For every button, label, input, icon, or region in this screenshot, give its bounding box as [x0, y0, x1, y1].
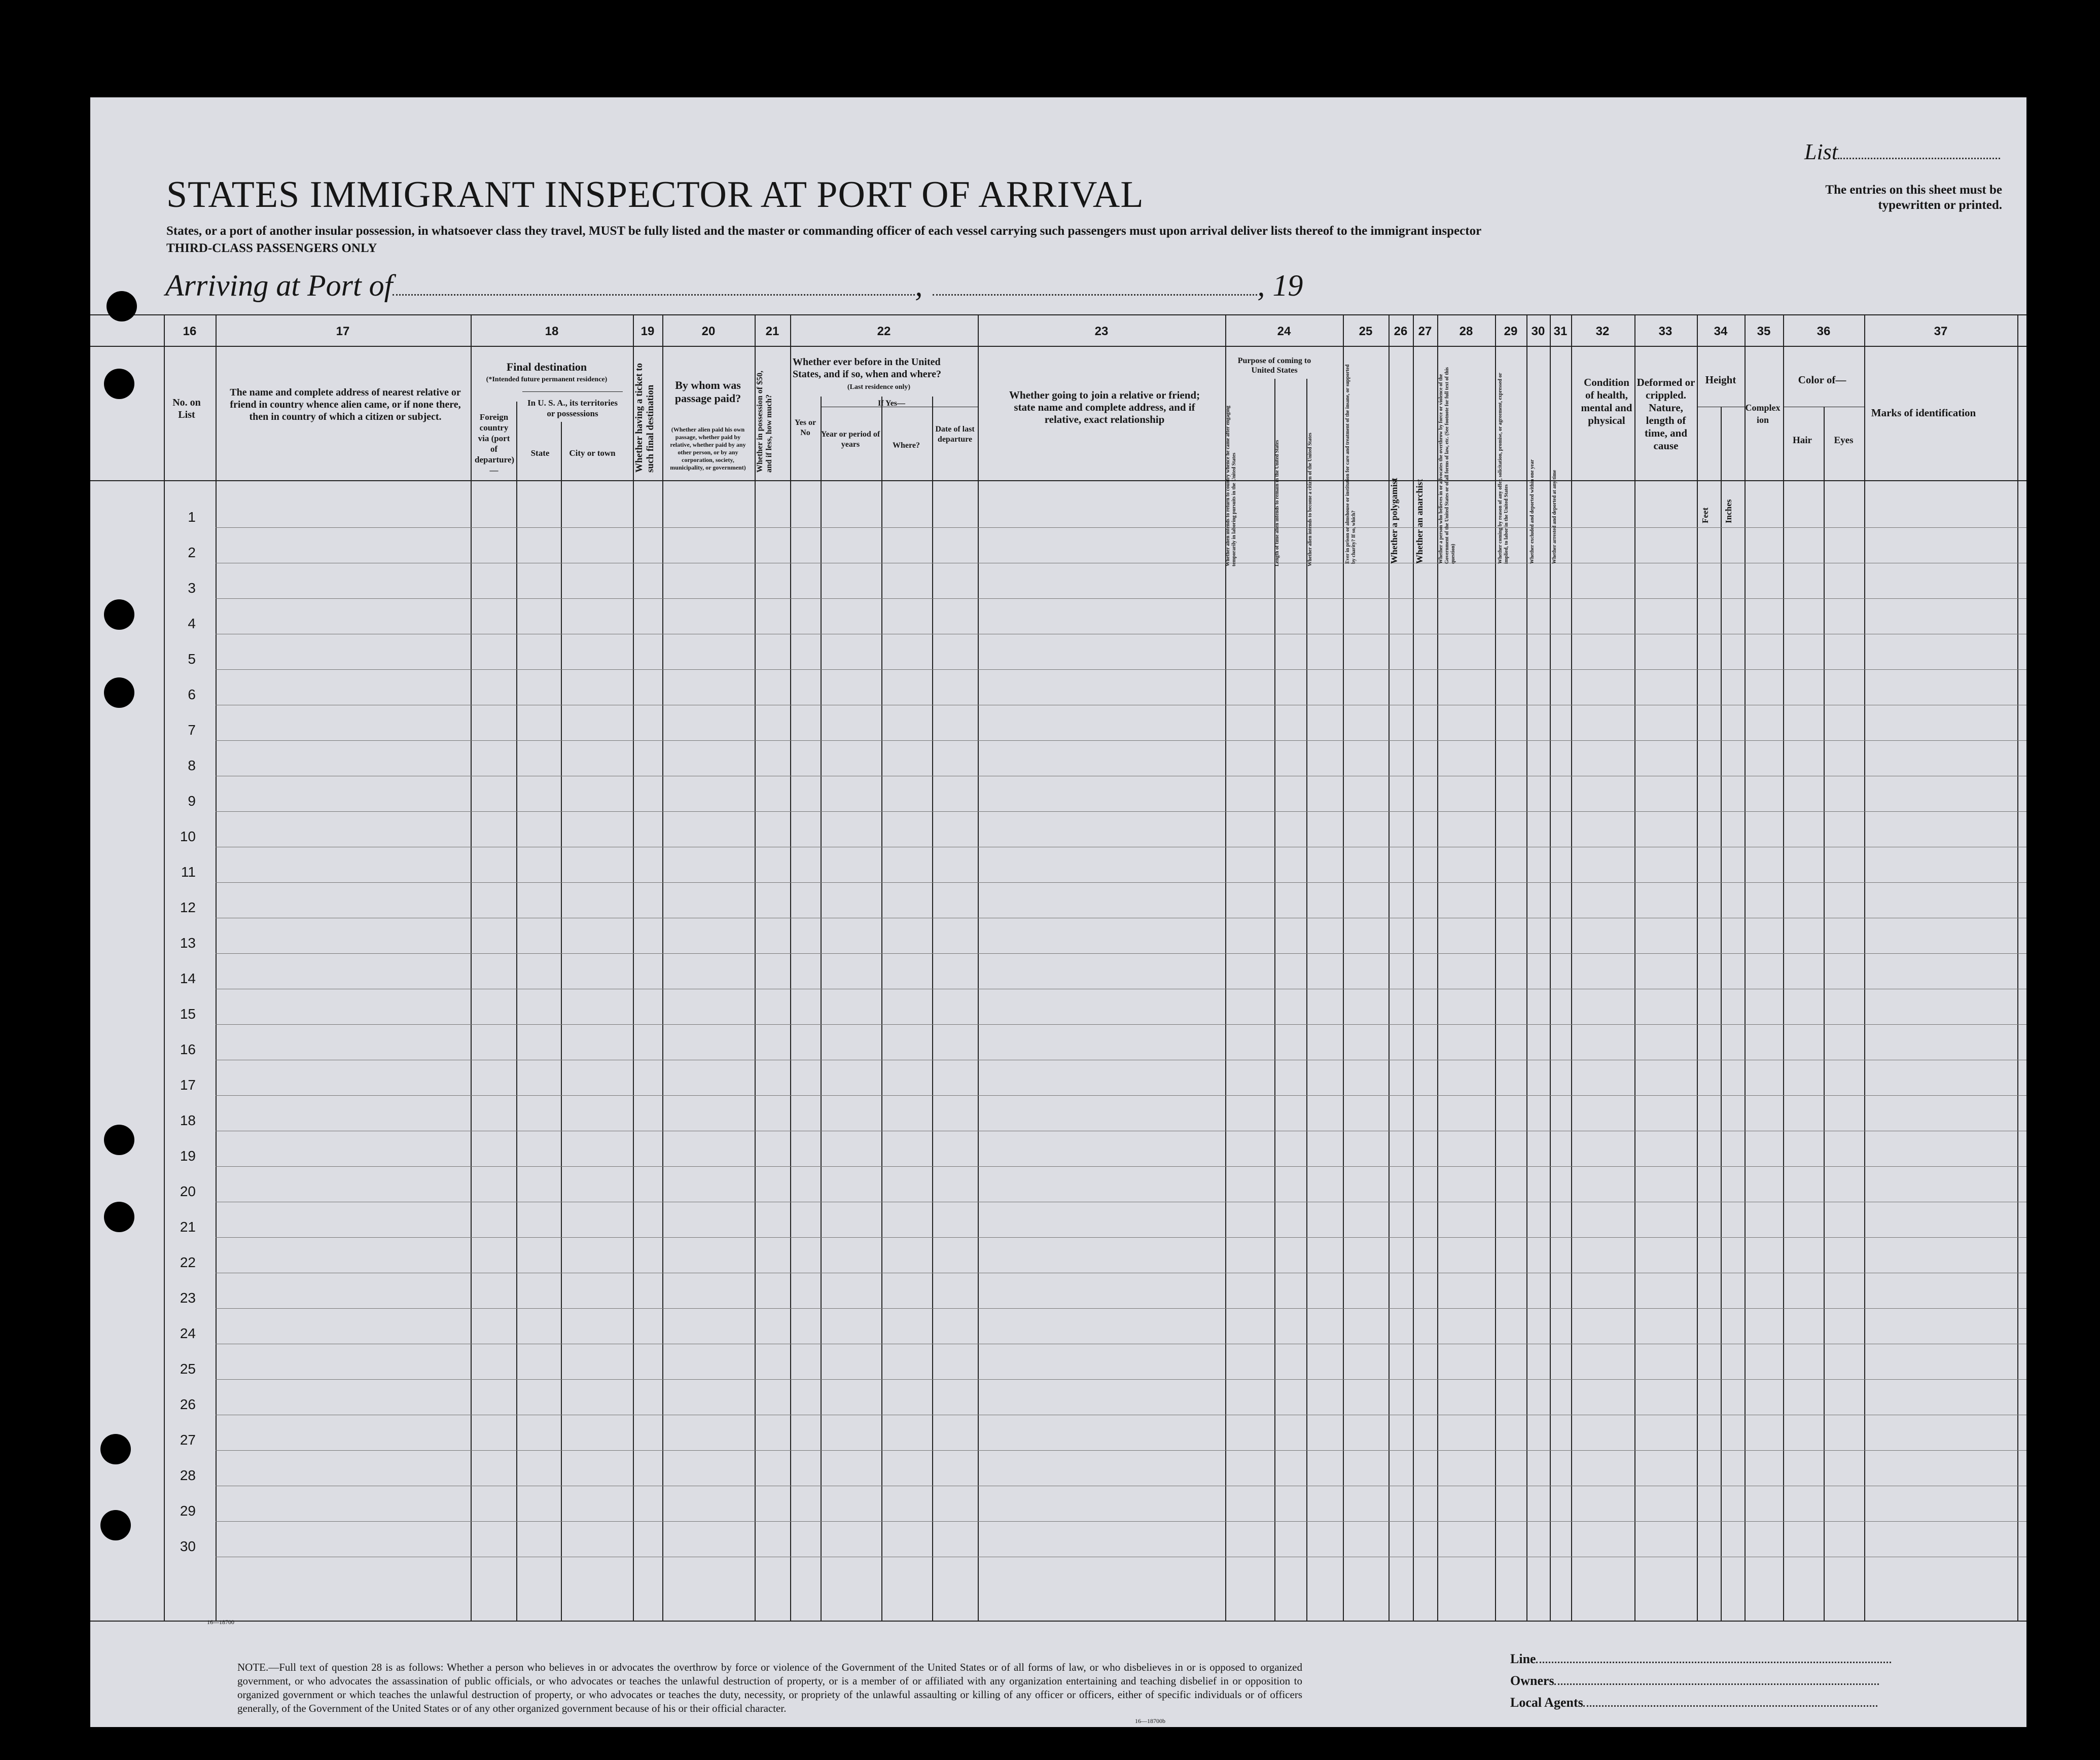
column-rule: [1745, 314, 1746, 1621]
subcolumn-rule: [821, 397, 822, 1621]
subcolumn-rule: [1721, 407, 1722, 1621]
col23-header: Whether going to join a relative or friend; state name and complete address, and if relative, exact relationship: [1009, 389, 1200, 425]
col18-note: (*Intended future permanent residence): [486, 376, 608, 383]
column-number-25: 25: [1359, 325, 1373, 338]
binder-hole: [104, 677, 134, 708]
column-number-24: 24: [1277, 325, 1291, 338]
binder-hole: [106, 291, 137, 321]
column-rule: [1343, 314, 1344, 1621]
col18-state: State: [530, 448, 550, 458]
col18-foreign: Foreign country via (port of departure)—: [475, 412, 515, 475]
column-number-31: 31: [1553, 325, 1568, 338]
column-rule: [1413, 314, 1414, 1621]
row-number: 30: [180, 1538, 196, 1554]
column-number-28: 28: [1459, 325, 1473, 338]
col21-header: Whether in possession of $50, and if less, how much?: [756, 370, 773, 473]
subheader-rule: [522, 391, 623, 392]
column-rule: [1697, 314, 1698, 1621]
col36-header: Color of—: [1798, 374, 1846, 386]
row-rule: [216, 1024, 2026, 1025]
column-number-36: 36: [1817, 325, 1831, 338]
column-number-18: 18: [545, 325, 559, 338]
page-title: STATES IMMIGRANT INSPECTOR AT PORT OF ARRIVAL: [166, 174, 1144, 215]
col18-city: City or town: [569, 448, 616, 458]
row-number: 7: [188, 722, 196, 738]
col25-header: Ever in prison or almshouse or institution for care and treatment of the insane, or supported by charity? If so, which?: [1345, 364, 1357, 564]
column-number-26: 26: [1394, 325, 1408, 338]
col31-header: Whether arrested and deported at any time: [1552, 470, 1557, 564]
column-rule: [2017, 314, 2018, 1621]
col35-header: Complexion: [1745, 403, 1781, 425]
row-number: 1: [188, 509, 196, 525]
binder-hole: [104, 599, 134, 630]
column-rule: [1571, 314, 1572, 1621]
binder-hole: [104, 1125, 134, 1155]
row-number: 27: [180, 1432, 196, 1448]
row-rule: [216, 882, 2026, 883]
row-rule: [216, 1095, 2026, 1096]
column-rule: [1550, 314, 1551, 1621]
column-number-20: 20: [701, 325, 716, 338]
table-bottom-rule: [90, 1621, 2026, 1622]
column-number-34: 34: [1714, 325, 1728, 338]
row-rule: [216, 1237, 2026, 1238]
table-top-rule: [90, 314, 2026, 315]
column-rule: [164, 314, 165, 1621]
row-number: 12: [180, 900, 196, 915]
footnote: NOTE.—Full text of question 28 is as follows: Whether a person who believes in or advocates the overthrow by force or violence of the Government of the United States or of all forms of law, or who disbelieves in or is opposed to organized government, or who advocates the assassination of public officials, or who advocates or teaches the unlawful destruction of property, or is a member of or affiliated with any organization entertaining and teaching disbelief in or opposition to organized government or which teaches the unlawful destruction of property, or who advocates or teaches the duty, necessity, or propriety of the unlawful assaulting or killing of any officer or officers, either of specific individuals or of officers generally, of the Government of the United States or of any other organized government because of his or their official character.: [237, 1661, 1302, 1714]
row-rule: [216, 1308, 2026, 1309]
col18-header: Final destination: [506, 361, 587, 373]
column-number-22: 22: [877, 325, 891, 338]
row-rule: [216, 1521, 2026, 1522]
column-number-16: 16: [183, 325, 197, 338]
row-number: 3: [188, 580, 196, 596]
column-number-27: 27: [1418, 325, 1432, 338]
row-number: 18: [180, 1112, 196, 1128]
col36-hair: Hair: [1793, 435, 1812, 446]
row-number: 4: [188, 616, 196, 631]
col33-header: Deformed or crippled. Nature, length of time, and cause: [1636, 376, 1695, 452]
arriving-line: Arriving at Port of , , 19: [165, 269, 1303, 302]
list-label: List: [1804, 139, 2000, 165]
entries-note: The entries on this sheet must be typewritten or printed.: [1825, 183, 2002, 212]
col30-header: Whether excluded and deported within one year: [1529, 459, 1535, 564]
col34-feet: Feet: [1700, 507, 1710, 523]
row-number: 23: [180, 1290, 196, 1306]
col28-header: Whether a person who believes in or advocates the overthrow by force or violence of the Government of the United States or of all forms of law, etc. (See footnote for full text of this question): [1438, 367, 1456, 564]
row-rule: [216, 527, 2026, 528]
col17-header: The name and complete address of nearest relative or friend in country whence alien came, or if none there, then in country of which a citizen or subject.: [230, 387, 461, 422]
column-number-19: 19: [640, 325, 655, 338]
col24-a: Whether alien intends to return to country whence he came after engaging temporarily in laboring pursuits in the United States: [1225, 406, 1237, 566]
col18-usa: In U. S. A., its territories or possessions: [527, 398, 618, 418]
binder-hole: [104, 369, 134, 399]
col37-header: Marks of identification: [1871, 407, 1976, 419]
row-rule: [216, 598, 2026, 599]
col22-header: Whether ever before in the United States, and if so, when and where?: [793, 356, 941, 380]
column-number-32: 32: [1595, 325, 1610, 338]
column-rule: [755, 314, 756, 1621]
column-number-21: 21: [765, 325, 779, 338]
row-number: 9: [188, 793, 196, 809]
row-rule: [216, 811, 2026, 812]
column-number-23: 23: [1094, 325, 1109, 338]
row-rule: [216, 740, 2026, 741]
row-number: 16: [180, 1041, 196, 1057]
subcolumn-rule: [561, 422, 562, 1621]
col29-header: Whether coming by reason of any offer, solicitation, promise, or agreement, expressed or implied, to labor in the United States: [1498, 373, 1509, 564]
row-number: 5: [188, 651, 196, 667]
row-rule: [216, 1379, 2026, 1380]
row-number: 13: [180, 935, 196, 951]
row-number: 2: [188, 545, 196, 560]
owners-label: Owners: [1510, 1673, 1879, 1689]
column-rule: [1495, 314, 1496, 1621]
column-rule: [216, 314, 217, 1621]
column-number-30: 30: [1531, 325, 1545, 338]
footnote-code: 16—18700b: [1135, 1717, 1165, 1725]
number-row-rule: [90, 346, 2026, 347]
column-rule: [662, 314, 663, 1621]
column-rule: [471, 314, 472, 1621]
row-number: 14: [180, 971, 196, 986]
row-number: 6: [188, 687, 196, 702]
col34-header: Height: [1705, 374, 1736, 386]
row-rule: [216, 669, 2026, 670]
col32-header: Condition of health, mental and physical: [1581, 376, 1632, 426]
col22-yesno: Yes or No: [794, 418, 816, 437]
row-number: 8: [188, 758, 196, 773]
row-number: 22: [180, 1254, 196, 1270]
subtitle: States, or a port of another insular possession, in whatsoever class they travel, MUST be fully listed and the master or commanding officer of each vessel carrying such passengers must upon arrival deliver lists thereof to the immigrant inspector: [166, 224, 1482, 238]
row-number: 20: [180, 1183, 196, 1199]
row-number: 19: [180, 1148, 196, 1164]
subcolumn-rule: [516, 402, 517, 1621]
column-number-17: 17: [336, 325, 350, 338]
column-rule: [633, 314, 634, 1621]
col27-header: Whether an anarchist: [1414, 479, 1425, 564]
form-code: 16—18700: [207, 1619, 234, 1626]
row-number: 29: [180, 1503, 196, 1519]
column-number-33: 33: [1658, 325, 1672, 338]
column-number-29: 29: [1504, 325, 1518, 338]
col22-where: Where?: [893, 441, 920, 450]
col36-eyes: Eyes: [1834, 435, 1854, 446]
col24-header: Purpose of coming to United States: [1237, 356, 1311, 375]
column-number-37: 37: [1934, 325, 1948, 338]
row-number: 17: [180, 1077, 196, 1093]
row-number: 24: [180, 1325, 196, 1341]
row-number: 15: [180, 1006, 196, 1022]
row-number: 21: [180, 1219, 196, 1235]
col22-date: Date of last departure: [935, 425, 975, 444]
column-rule: [1864, 314, 1865, 1621]
col22-ifyes: If Yes—: [877, 399, 906, 408]
column-rule: [790, 314, 791, 1621]
row-number: 26: [180, 1396, 196, 1412]
line-label: Line: [1510, 1651, 1891, 1667]
col22-years: Year or period of years: [821, 430, 880, 449]
col24-b: Length of time alien intends to remain in the United States: [1274, 440, 1280, 566]
col22-note: (Last residence only): [847, 383, 911, 391]
col20-note: (Whether alien paid his own passage, whether paid by relative, whether paid by any other person, or by any corporation, society, municipality, or government): [670, 426, 746, 471]
col26-header: Whether a polygamist: [1389, 478, 1399, 564]
manifest-sheet: [90, 97, 2026, 1727]
agents-label: Local Agents: [1510, 1695, 1877, 1710]
column-rule: [1526, 314, 1527, 1621]
column-rule: [978, 314, 979, 1621]
class-line: THIRD-CLASS PASSENGERS ONLY: [166, 241, 377, 255]
subcolumn-rule: [1824, 407, 1825, 1621]
row-rule: [216, 1166, 2026, 1167]
subcolumn-rule: [932, 397, 933, 1621]
binder-hole: [100, 1510, 131, 1540]
row-number: 11: [181, 864, 196, 880]
col16-header: No. on List: [172, 397, 201, 420]
row-number: 28: [180, 1467, 196, 1483]
row-rule: [216, 953, 2026, 954]
column-rule: [1783, 314, 1784, 1621]
row-number: 25: [180, 1361, 196, 1377]
binder-hole: [100, 1434, 131, 1464]
row-rule: [216, 1450, 2026, 1451]
col20-header: By whom was passage paid?: [674, 379, 741, 405]
column-number-35: 35: [1757, 325, 1771, 338]
subcolumn-rule: [881, 397, 882, 1621]
col24-c: Whether alien intends to become a citizen of the United States: [1307, 433, 1313, 566]
col19-header: Whether having a ticket to such final destination: [634, 363, 656, 473]
column-rule: [1634, 314, 1635, 1621]
row-number: 10: [180, 829, 196, 844]
binder-hole: [104, 1202, 134, 1232]
col34-inches: Inches: [1724, 499, 1733, 523]
